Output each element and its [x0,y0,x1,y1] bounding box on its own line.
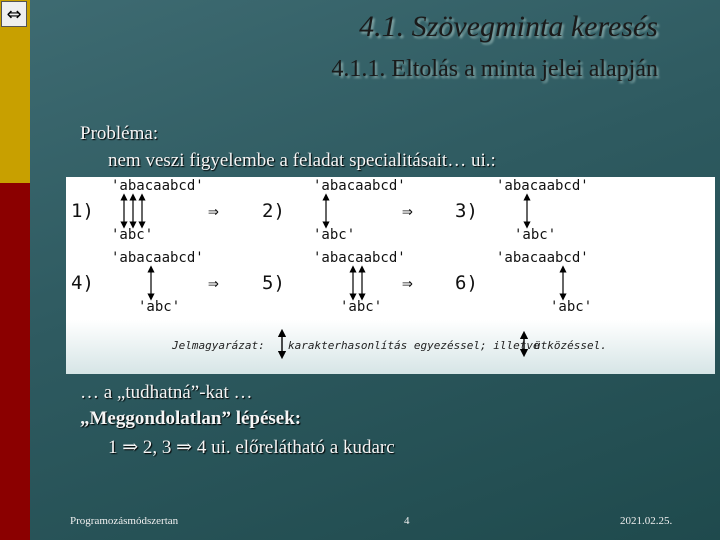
implies-arrow-icon: ⇒ [402,201,413,222]
footer-date: 2021.02.25. [620,515,673,527]
legend-label: Jelmagyarázat: [172,339,265,352]
implies-arrow-icon: ⇒ [208,201,219,222]
step5-text-string: 'abacaabcd' [313,250,406,266]
sidebar [0,0,30,540]
step4-number: 4) [71,272,94,294]
step1-text-string: 'abacaabcd' [111,178,204,194]
legend-match-text: karakterhasonlítás egyezéssel; illetve [288,339,540,352]
step2-pattern: 'abc' [313,227,356,243]
step6-text-string: 'abacaabcd' [496,250,589,266]
footer-page-number: 4 [404,515,410,527]
step6-pattern: 'abc' [550,299,593,315]
after-text: … a „tudhatná”-kat … [80,382,253,403]
step4-pattern: 'abc' [138,299,181,315]
step3-number: 3) [455,200,478,222]
shift-figure [66,177,715,374]
step2-number: 2) [262,200,285,222]
step2-text-string: 'abacaabcd' [313,178,406,194]
shift-diagram [66,177,715,374]
sidebar-red-band [0,183,30,540]
step3-text-string: 'abacaabcd' [496,178,589,194]
moves-label: „Meggondolatlan” lépések: [80,408,302,429]
slide-subtitle: 4.1.1. Eltolás a minta jelei alapján [331,56,658,82]
step1-number: 1) [71,200,94,222]
step6-number: 6) [455,272,478,294]
sidebar-gold-band [0,0,30,183]
problem-label: Probléma: [80,123,159,144]
legend-mismatch-text: ütközéssel. [534,339,607,352]
step5-number: 5) [262,272,285,294]
implies-arrow-icon: ⇒ [402,273,413,294]
back-arrow-icon: ⇔ [6,3,22,25]
footer-course: Programozásmódszertan [70,515,179,527]
moves-text: 1 ⇒ 2, 3 ⇒ 4 ui. előrelátható a kudarc [108,437,395,458]
step3-pattern: 'abc' [514,227,557,243]
back-button[interactable] [1,1,27,27]
implies-arrow-icon: ⇒ [208,273,219,294]
step5-pattern: 'abc' [340,299,383,315]
step1-pattern: 'abc' [111,227,154,243]
slide-title: 4.1. Szövegminta keresés [359,10,658,43]
step4-text-string: 'abacaabcd' [111,250,204,266]
problem-text: nem veszi figyelembe a feladat specialitásait… ui.: [108,150,496,171]
